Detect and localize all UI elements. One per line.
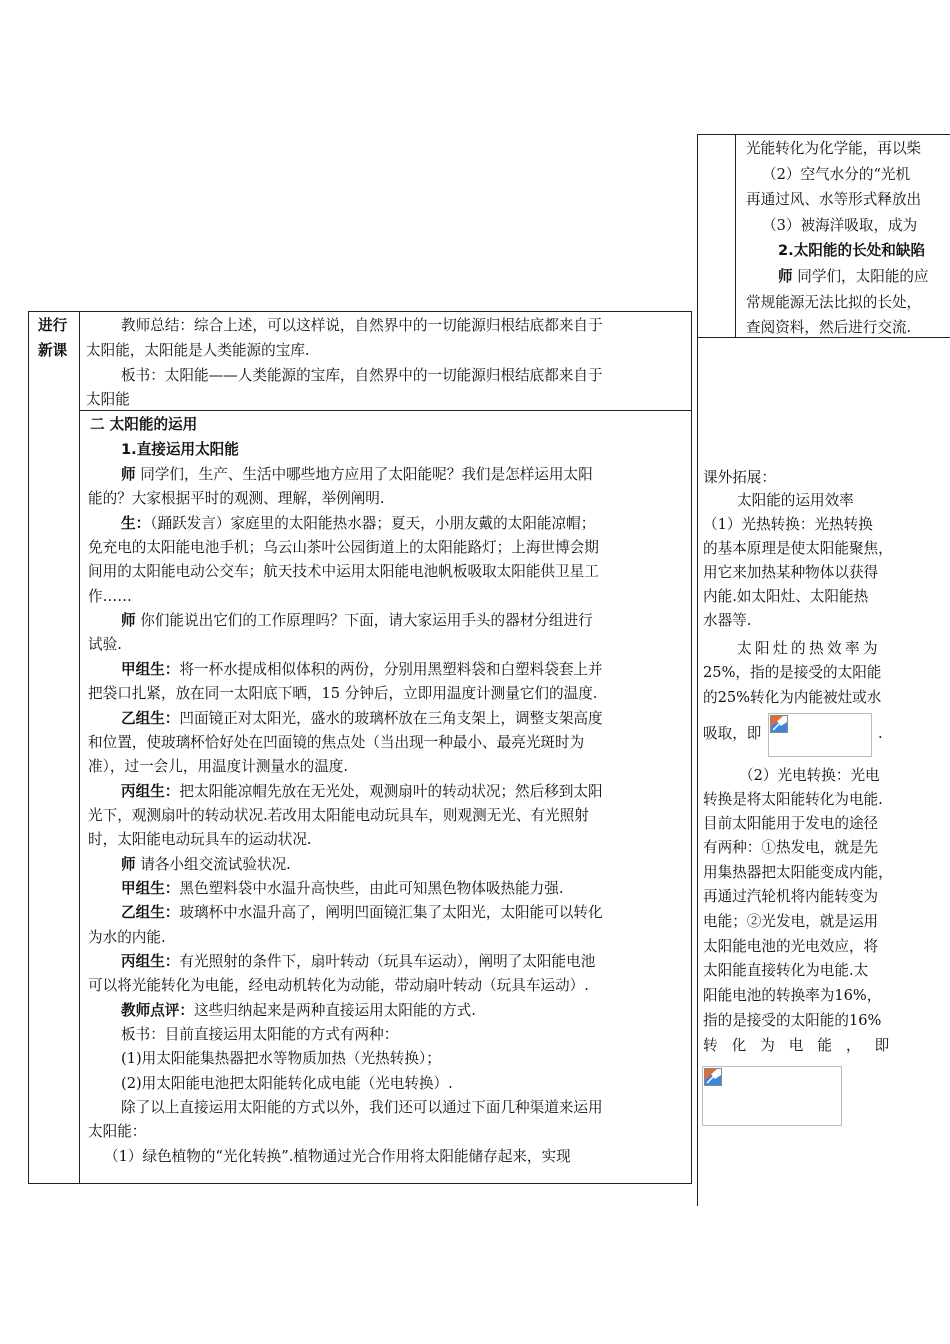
lesson-line	[88, 486, 385, 512]
lesson-line	[88, 1119, 146, 1145]
line-text: （踊跃发言）家庭里的太阳能热水器；夏天，小朋友戴的太阳能凉帽；	[150, 514, 596, 532]
line-text: 光下，观测扇叶的转动状况.若改用太阳能电动玩具车，则观测无光、有光照射	[88, 806, 589, 824]
line-text: 能的？大家根据平时的观测、理解，举例阐明.	[88, 490, 385, 508]
line-text: （1）绿色植物的“光化转换”.植物通过光合作用将太阳能储存起来，实现	[104, 1147, 571, 1165]
lesson-line	[88, 973, 589, 999]
side-line-22: 转化为电能，即	[703, 1037, 904, 1054]
lesson-line	[121, 876, 563, 902]
lesson-line	[88, 559, 599, 585]
speaker-label: 甲组生：	[121, 879, 180, 897]
line-text: 凹面镜正对太阳光，盛水的玻璃杯放在三角支架上，调整支架高度	[179, 709, 603, 727]
line-text: 除了以上直接运用太阳能的方式以外，我们还可以通过下面几种渠道来运用	[121, 1099, 603, 1117]
side-line-2: 的基本原理是使太阳能聚焦，	[703, 540, 893, 557]
side-line-3: 用它来加热某种物体以获得	[703, 564, 879, 581]
speaker-label: 丙组生：	[121, 953, 180, 970]
formula-image-1	[768, 713, 872, 757]
lesson-line	[88, 632, 122, 658]
summary-line-1: 教师总结：综合上述，可以这样说，自然界中的一切能源归根结底都来自于	[121, 317, 603, 334]
speaker-label: 教师点评：	[121, 1001, 194, 1019]
side-line-1: （1）光热转换：光热转换	[703, 516, 873, 533]
line-text: 间用的太阳能电动公交车；航天技术中运用太阳能电池帆板吸取太阳能供卫星工	[88, 563, 599, 581]
tr-line-2: （2）空气水分的“光机	[762, 166, 911, 183]
lesson-line	[88, 803, 589, 829]
side-line-18: 太阳能电池的光电效应，将	[703, 938, 879, 955]
lesson-line	[121, 1095, 603, 1121]
side-line-6: 太阳灶的热效率为	[737, 640, 881, 657]
lesson-line	[88, 535, 599, 561]
lesson-line	[121, 462, 593, 488]
side-line-21: 指的是接受的太阳能的16%	[703, 1012, 882, 1029]
tr-line-8: 查阅资料，然后进行交流.	[746, 319, 912, 336]
lesson-line	[88, 730, 584, 756]
line-text: 时，太阳能电动玩具车的运动状况.	[88, 831, 312, 849]
side-line-19: 太阳能直接转化为电能.太	[703, 962, 869, 979]
line-text: 准），过一会儿，用温度计测量水的温度.	[88, 758, 349, 776]
summary-line-2: 太阳能，太阳能是人类能源的宝库.	[86, 342, 310, 359]
speaker-label: 师	[121, 612, 136, 630]
tr-line-6-text: 同学们，太阳能的应	[797, 268, 929, 285]
lesson-line	[121, 608, 593, 634]
line-text: 有光照射的条件下，扇叶转动（玩具车运动），阐明了太阳能电池	[179, 953, 596, 970]
lesson-line	[121, 998, 476, 1024]
side-line-20: 阳能电池的转换率为16%，	[703, 987, 882, 1004]
line-text: 黑色塑料袋中水温升高快些，由此可知黑色物体吸热能力强.	[179, 879, 564, 897]
broken-image-icon	[704, 1068, 722, 1086]
lesson-line	[121, 852, 291, 878]
side-line-8: 的25%转化为内能被灶或水	[703, 689, 882, 706]
side-line-14: 有两种：①热发电，就是先	[703, 839, 879, 856]
broken-image-icon	[770, 715, 788, 733]
line-text: 这些归纳起来是两种直接运用太阳能的方式.	[193, 1001, 476, 1019]
line-text: 板书：目前直接运用太阳能的方式有两种：	[121, 1026, 399, 1044]
side-line-11: （2）光电转换：光电	[739, 767, 880, 784]
summary-line-4: 太阳能	[86, 391, 130, 408]
lesson-line	[121, 949, 595, 975]
tr-line-4: （3）被海洋吸取，成为	[762, 217, 918, 234]
row-label-2: 新课	[38, 342, 68, 359]
lesson-line	[121, 900, 603, 926]
side-heading: 课外拓展：	[703, 469, 776, 486]
side-line-13: 目前太阳能用于发电的途径	[703, 815, 879, 832]
lesson-line	[121, 1046, 441, 1072]
section-title: 二 太阳能的运用	[90, 416, 198, 433]
line-text: 试验.	[88, 636, 122, 654]
tr-line-1: 光能转化为化学能，再以柴	[746, 140, 922, 157]
lesson-line	[121, 657, 603, 683]
line-text: 作……	[88, 587, 132, 605]
line-text: (1)用太阳能集热器把水等物质加热（光热转换）；	[121, 1050, 441, 1068]
lesson-line	[88, 754, 348, 780]
side-subheading: 太阳能的运用效率	[737, 492, 854, 509]
side-line-4: 内能.如太阳灶、太阳能热	[703, 588, 869, 605]
tr-heading: 2.太阳能的长处和缺陷	[778, 242, 926, 259]
line-text: (2)用太阳能电池把太阳能转化成电能（光电转换）.	[121, 1074, 453, 1092]
line-text: 太阳能：	[88, 1123, 147, 1141]
lesson-line	[121, 779, 603, 805]
speaker-label: 师	[121, 466, 136, 483]
tr-line-7: 常规能源无法比拟的长处，	[746, 294, 922, 311]
side-line-16: 再通过汽轮机将内能转变为	[703, 888, 879, 905]
lesson-line	[121, 1071, 453, 1097]
speaker-label: 甲组生：	[121, 660, 180, 678]
side-line-5: 水器等.	[703, 612, 752, 629]
formula-image-2	[702, 1066, 842, 1126]
line-text: 为水的内能.	[88, 928, 166, 946]
line-text: 将一杯水提成相似体积的两份，分别用黑塑料袋和白塑料袋套上并	[179, 660, 603, 678]
speaker-label: 丙组生：	[121, 782, 180, 800]
side-line-7: 25%，指的是接受的太阳能	[703, 664, 882, 681]
line-text: 和位置，使玻璃杯恰好处在凹面镜的焦点处（当出现一种最小、最亮光斑时为	[88, 733, 585, 751]
line-text: 玻璃杯中水温升高了，阐明凹面镜汇集了太阳光，太阳能可以转化	[179, 904, 603, 922]
lesson-line	[104, 1144, 571, 1170]
lesson-line	[88, 827, 312, 853]
side-line-12: 转换是将太阳能转化为电能.	[703, 791, 883, 808]
line-text: 请各小组交流试验状况.	[135, 855, 291, 873]
speaker-label: 乙组生：	[121, 709, 180, 727]
tr-line-3: 再通过风、水等形式释放出	[746, 191, 922, 208]
line-text: 把太阳能凉帽先放在无光处，观测扇叶的转动状况；然后移到太阳	[179, 782, 603, 800]
side-line-17: 电能；②光发电，就是运用	[703, 913, 879, 930]
line-text: 同学们，生产、生活中哪些地方应用了太阳能呢？我们是怎样运用太阳	[135, 466, 593, 483]
line-text: 可以将光能转化为电能，经电动机转化为动能，带动扇叶转动（玩具车运动）.	[88, 977, 589, 995]
side-line-9: 吸取，即	[703, 725, 762, 742]
row-label-1: 进行	[38, 317, 68, 334]
line-text: 把袋口扎紧，放在同一太阳底下晒，15 分钟后，立即用温度计测量它们的温度.	[88, 685, 598, 703]
lesson-line	[88, 925, 166, 951]
line-text: 免充电的太阳能电池手机；乌云山茶叶公园街道上的太阳能路灯；上海世博会期	[88, 539, 599, 557]
lesson-line	[121, 706, 603, 732]
tr-line-6	[778, 264, 929, 290]
speaker-label: 生：	[121, 514, 151, 532]
summary-line-3: 板书：太阳能——人类能源的宝库，自然界中的一切能源归根结底都来自于	[121, 367, 603, 384]
speaker-label: 师	[121, 855, 136, 873]
side-line-10: .	[878, 725, 883, 742]
sub-title: 1.直接运用太阳能	[121, 441, 239, 458]
speaker-label: 乙组生：	[121, 904, 180, 922]
lesson-line	[88, 681, 597, 707]
side-column-rule	[697, 338, 698, 1206]
lesson-line	[121, 1022, 398, 1048]
lesson-line	[88, 584, 132, 610]
line-text: 你们能说出它们的工作原理吗？下面，请大家运用手头的器材分组进行	[135, 612, 593, 630]
side-line-15: 用集热器把太阳能变成内能，	[703, 864, 893, 881]
tr-teacher-mark: 师	[778, 268, 793, 285]
lesson-line	[121, 511, 595, 537]
